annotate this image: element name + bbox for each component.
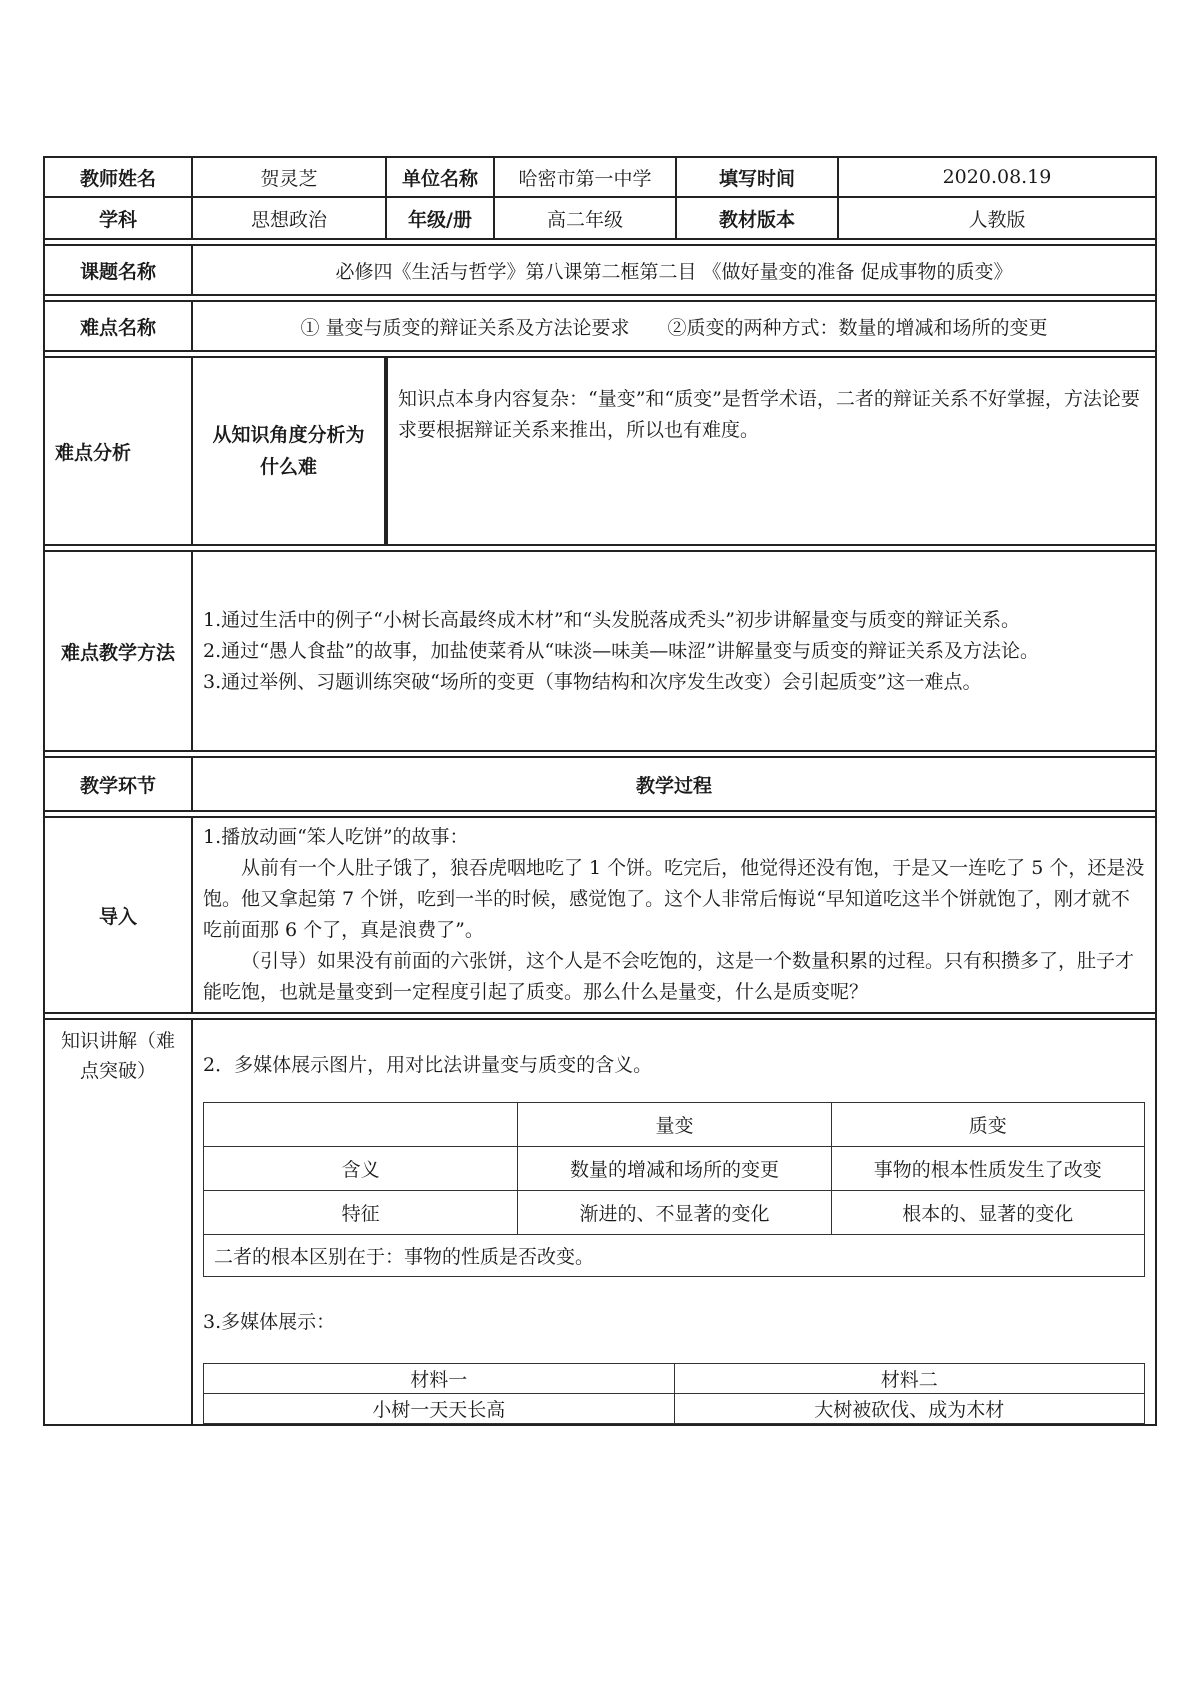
compare-header-row [204, 1103, 1145, 1147]
method-item-2: 2.通过“愚人食盐”的故事，加盐使菜肴从“味淡—味美—味涩”讲解量变与质变的辩证关系及方法论。 [203, 639, 1039, 662]
teacher-label: 教师姓名 [44, 157, 192, 197]
method-label: 难点教学方法 [44, 551, 192, 751]
unit-label: 单位名称 [386, 157, 494, 197]
edition-value: 人教版 [838, 197, 1156, 239]
materials-row [204, 1394, 1145, 1424]
lesson-plan-document [43, 156, 1155, 1426]
knowledge-content [192, 1019, 1156, 1425]
material-header-2: 材料二 [674, 1364, 1145, 1394]
stage-label: 教学环节 [44, 757, 192, 811]
difficulty-row [44, 301, 1156, 351]
materials-header-row [204, 1364, 1145, 1394]
date-label: 填写时间 [676, 157, 838, 197]
knowledge-line-3: 3.多媒体展示： [203, 1311, 336, 1333]
intro-paragraph-1: 从前有一个人肚子饿了，狼吞虎咽地吃了 1 个饼。吃完后，他觉得还没有饱，于是又一连吃了 5 个，还是没饱。他又拿起第 7 个饼，吃到一半的时候，感觉饱了。这个人非常后悔说“早知道吃这半个饼就饱了，刚才就不吃前面那 6 个了，真是浪费了”。 [203, 857, 1145, 941]
intro-paragraph-2: （引导）如果没有前面的六张饼，这个人是不会吃饱的，这是一个数量积累的过程。只有积攒多了，肚子才能吃饱，也就是量变到一定程度引起了质变。那么什么是量变，什么是质变呢？ [203, 950, 1135, 1003]
compare-header-qualitative: 质变 [831, 1103, 1144, 1147]
process-header-row [44, 757, 1156, 811]
topic-row [44, 245, 1156, 295]
subject-label: 学科 [44, 197, 192, 239]
method-item-1: 1.通过生活中的例子“小树长高最终成木材”和“头发脱落成秃头”初步讲解量变与质变的辩证关系。 [203, 608, 1020, 631]
grade-value: 高二年级 [494, 197, 676, 239]
topic-label: 课题名称 [44, 245, 192, 295]
analysis-row [44, 357, 1156, 545]
header-row-2 [44, 197, 1156, 239]
compare-cell: 渐进的、不显著的变化 [518, 1191, 831, 1235]
knowledge-label: 知识讲解（难点突破） [44, 1019, 192, 1425]
difficulty-label: 难点名称 [44, 301, 192, 351]
compare-row-meaning [204, 1147, 1145, 1191]
analysis-label: 难点分析 [44, 357, 192, 545]
compare-cell: 事物的根本性质发生了改变 [831, 1147, 1144, 1191]
header-row-1 [44, 157, 1156, 197]
compare-cell: 根本的、显著的变化 [831, 1191, 1144, 1235]
subject-value: 思想政治 [192, 197, 386, 239]
topic-value: 必修四《生活与哲学》第八课第二框第二目 《做好量变的准备 促成事物的质变》 [192, 245, 1156, 295]
compare-row-feature [204, 1191, 1145, 1235]
analysis-sub-label: 从知识角度分析为什么难 [192, 357, 386, 545]
intro-label: 导入 [44, 817, 192, 1013]
material-header-1: 材料一 [204, 1364, 675, 1394]
knowledge-row [44, 1019, 1156, 1425]
compare-table [203, 1102, 1145, 1277]
grade-label: 年级/册 [386, 197, 494, 239]
compare-cell: 数量的增减和场所的变更 [518, 1147, 831, 1191]
method-row [44, 551, 1156, 751]
date-value: 2020.08.19 [838, 157, 1156, 197]
materials-table [203, 1363, 1145, 1424]
compare-header-quantitative: 量变 [518, 1103, 831, 1147]
intro-row [44, 817, 1156, 1013]
teacher-value: 贺灵芝 [192, 157, 386, 197]
compare-note: 二者的根本区别在于：事物的性质是否改变。 [204, 1235, 1145, 1277]
compare-cell: 含义 [204, 1147, 518, 1191]
method-content [192, 551, 1156, 751]
compare-header-empty [204, 1103, 518, 1147]
difficulty-value: ① 量变与质变的辩证关系及方法论要求 ②质变的两种方式：数量的增减和场所的变更 [192, 301, 1156, 351]
knowledge-line-2: 2．多媒体展示图片，用对比法讲量变与质变的含义。 [203, 1054, 653, 1076]
material-cell-1: 小树一天天长高 [204, 1394, 675, 1424]
intro-line-1: 1.播放动画“笨人吃饼”的故事： [203, 826, 469, 848]
process-label: 教学过程 [192, 757, 1156, 811]
unit-value: 哈密市第一中学 [494, 157, 676, 197]
method-item-3: 3.通过举例、习题训练突破“场所的变更（事物结构和次序发生改变）会引起质变”这一难点。 [203, 670, 982, 693]
lesson-plan-table [43, 156, 1157, 1426]
compare-note-row [204, 1235, 1145, 1277]
analysis-text: 知识点本身内容复杂：“量变”和“质变”是哲学术语，二者的辩证关系不好掌握，方法论要求要根据辩证关系来推出，所以也有难度。 [386, 357, 1156, 545]
intro-content [192, 817, 1156, 1013]
edition-label: 教材版本 [676, 197, 838, 239]
compare-cell: 特征 [204, 1191, 518, 1235]
material-cell-2: 大树被砍伐、成为木材 [674, 1394, 1145, 1424]
